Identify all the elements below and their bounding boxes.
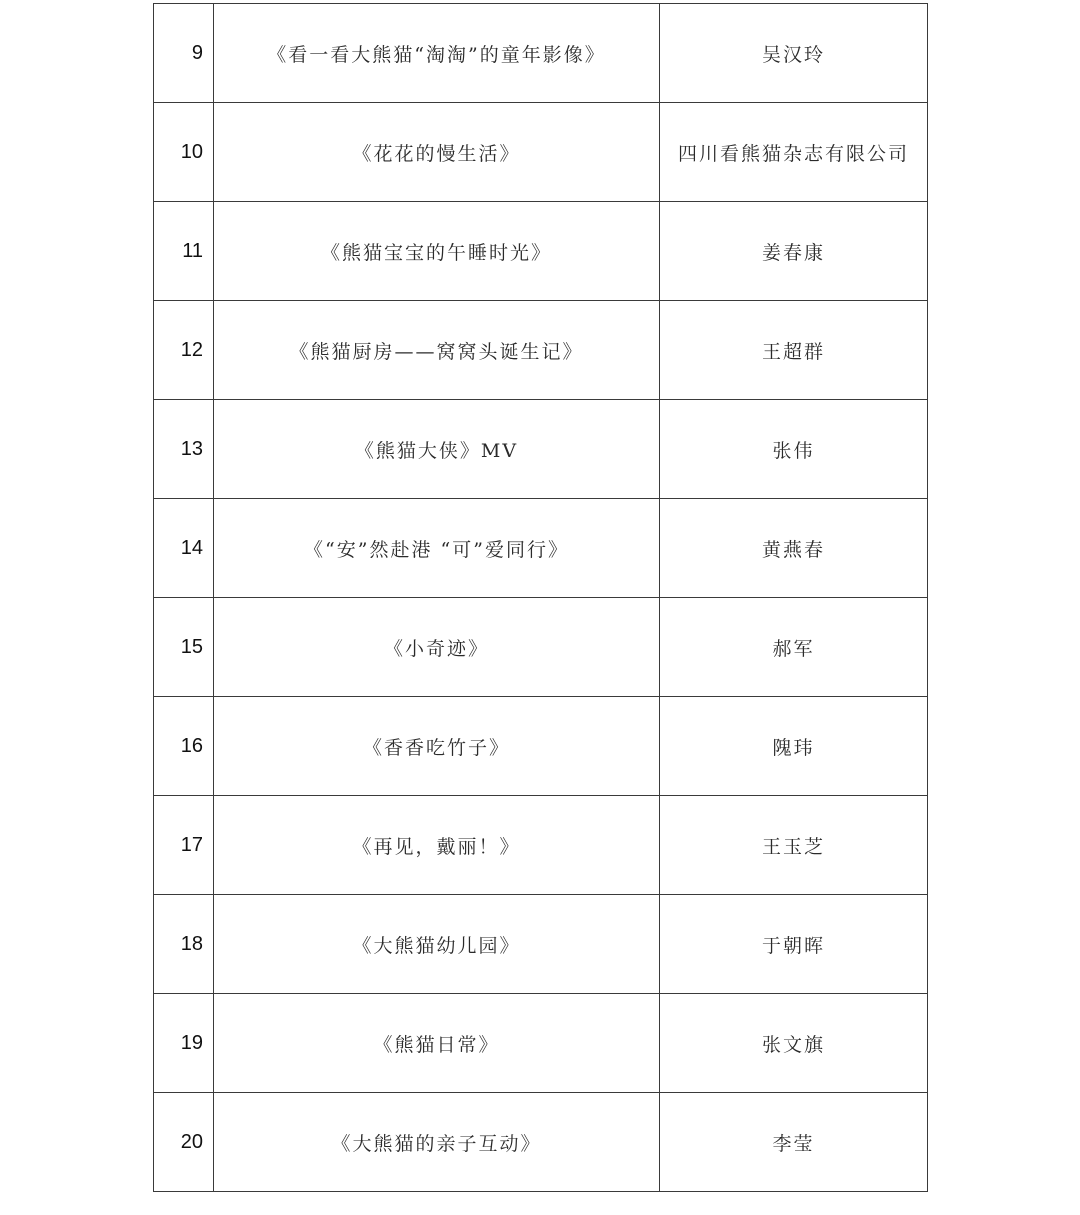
work-title: 《“安”然赴港 “可”爱同行》 <box>214 499 660 598</box>
row-number: 10 <box>154 103 214 202</box>
author-name: 李莹 <box>660 1093 928 1192</box>
row-number: 19 <box>154 994 214 1093</box>
author-name: 吴汉玲 <box>660 4 928 103</box>
author-name: 张文旗 <box>660 994 928 1093</box>
entries-table <box>153 3 928 1192</box>
table-row <box>154 697 928 796</box>
table-row <box>154 4 928 103</box>
work-title: 《大熊猫的亲子互动》 <box>214 1093 660 1192</box>
author-name: 王玉芝 <box>660 796 928 895</box>
author-name: 张伟 <box>660 400 928 499</box>
table-row <box>154 598 928 697</box>
row-number: 17 <box>154 796 214 895</box>
entries-table-container <box>153 3 927 1192</box>
work-title: 《大熊猫幼儿园》 <box>214 895 660 994</box>
author-name: 郝军 <box>660 598 928 697</box>
work-title: 《看一看大熊猫“淘淘”的童年影像》 <box>214 4 660 103</box>
work-title: 《熊猫日常》 <box>214 994 660 1093</box>
row-number: 16 <box>154 697 214 796</box>
table-row <box>154 1093 928 1192</box>
author-name: 隗玮 <box>660 697 928 796</box>
table-row <box>154 301 928 400</box>
row-number: 11 <box>154 202 214 301</box>
row-number: 9 <box>154 4 214 103</box>
work-title: 《小奇迹》 <box>214 598 660 697</box>
work-title: 《熊猫宝宝的午睡时光》 <box>214 202 660 301</box>
table-row <box>154 895 928 994</box>
table-row <box>154 202 928 301</box>
row-number: 18 <box>154 895 214 994</box>
table-row <box>154 103 928 202</box>
work-title: 《熊猫厨房——窝窝头诞生记》 <box>214 301 660 400</box>
row-number: 15 <box>154 598 214 697</box>
table-row <box>154 796 928 895</box>
row-number: 20 <box>154 1093 214 1192</box>
row-number: 14 <box>154 499 214 598</box>
work-title: 《香香吃竹子》 <box>214 697 660 796</box>
row-number: 13 <box>154 400 214 499</box>
work-title: 《花花的慢生活》 <box>214 103 660 202</box>
table-row <box>154 499 928 598</box>
author-name: 于朝晖 <box>660 895 928 994</box>
author-name: 黄燕春 <box>660 499 928 598</box>
author-name: 王超群 <box>660 301 928 400</box>
work-title: 《熊猫大侠》MV <box>214 400 660 499</box>
author-name: 四川看熊猫杂志有限公司 <box>660 103 928 202</box>
work-title: 《再见，戴丽！》 <box>214 796 660 895</box>
row-number: 12 <box>154 301 214 400</box>
table-row <box>154 994 928 1093</box>
table-row <box>154 400 928 499</box>
author-name: 姜春康 <box>660 202 928 301</box>
